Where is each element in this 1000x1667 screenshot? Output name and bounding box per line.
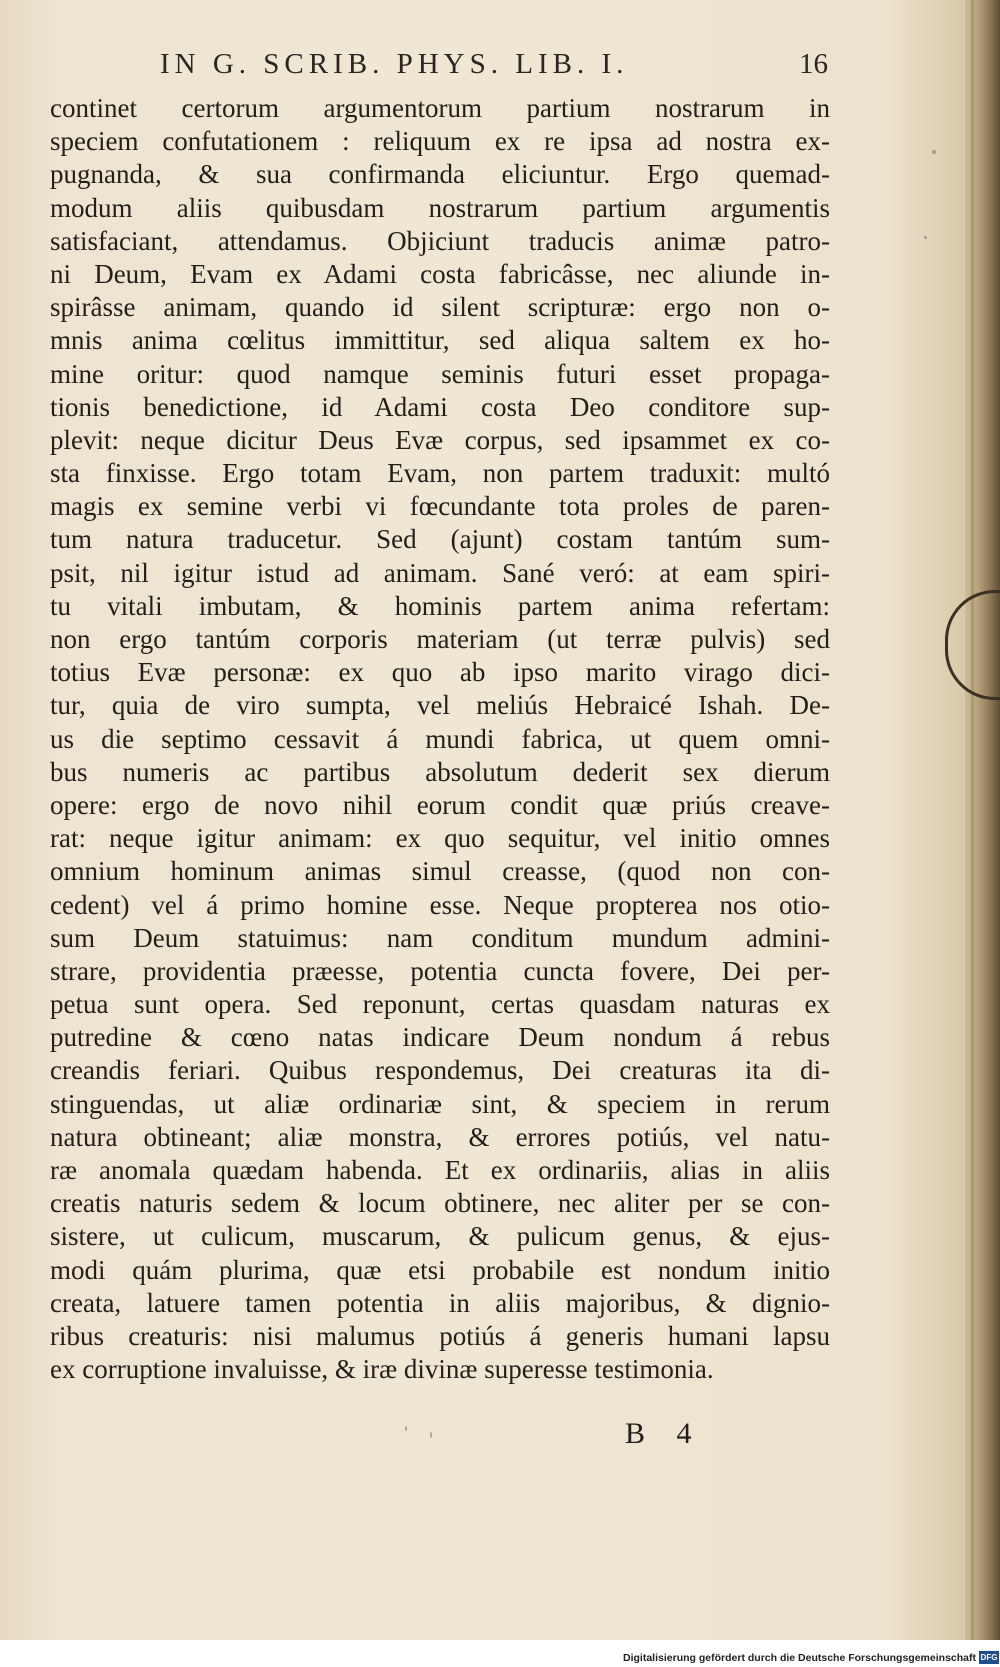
text-line: strare, providentia præesse, potentia cuncta fovere, Dei per- — [50, 955, 830, 986]
paper-speck — [932, 150, 936, 154]
text-line: non ergo tantúm corporis materiam (ut terræ pulvis) sed — [50, 624, 830, 654]
text-line: tionis benedictione, id Adami costa Deo conditore sup- — [50, 391, 830, 422]
text-line: mine oritur: quod namque seminis futuri esset propaga- — [50, 358, 830, 389]
text-line: tur, quia de viro sumpta, vel meliús Hebraicé Ishah. De- — [50, 690, 830, 721]
text-line: creata, latuere tamen potentia in aliis majoribus, & dignio- — [50, 1287, 830, 1318]
text-line: tu vitali imbutam, & hominis partem anima refertam: — [50, 590, 830, 621]
text-line: creatis naturis sedem & locum obtinere, nec aliter per se con- — [50, 1188, 830, 1219]
text-line: magis ex semine verbi vi fœcundante tota proles de paren- — [50, 491, 830, 522]
text-line: modi quám plurima, quæ etsi probabile est nondum initio — [50, 1254, 830, 1285]
text-line: cedent) vel á primo homine esse. Neque propterea nos otio- — [50, 889, 830, 920]
book-edge — [965, 0, 1000, 1640]
text-line: plevit: neque dicitur Deus Evæ corpus, sed ipsammet ex co- — [50, 424, 830, 455]
text-line: putredine & cœno natas indicare Deum nondum á rebus — [50, 1022, 830, 1053]
text-line: petua sunt opera. Sed reponunt, certas quasdam naturas ex — [50, 989, 830, 1020]
text-line: sistere, ut culicum, muscarum, & pulicum genus, & ejus- — [50, 1221, 830, 1252]
signature-mark: B 4 — [625, 1417, 704, 1450]
page-number: 16 — [799, 48, 828, 80]
running-head: IN G. SCRIB. PHYS. LIB. I. — [160, 48, 629, 80]
text-line: creandis feriari. Quibus respondemus, Dei creaturas ita di- — [50, 1055, 830, 1086]
text-line: natura obtineant; aliæ monstra, & errores potiús, vel natu- — [50, 1121, 830, 1152]
text-line: ribus creaturis: nisi malumus potiús á generis humani lapsu — [50, 1320, 830, 1351]
text-line: tum natura traducetur. Sed (ajunt) costam tantúm sum- — [50, 524, 830, 555]
text-line: bus numeris ac partibus absolutum dederit sex dierum — [50, 756, 830, 787]
text-line: omnium hominum animas simul creasse, (quod non con- — [50, 856, 830, 887]
text-line: pugnanda, & sua confirmanda eliciuntur. Ergo quemad- — [50, 159, 830, 190]
text-line: sta finxisse. Ergo totam Evam, non partem traduxit: multó — [50, 458, 830, 489]
paper-speck — [405, 1426, 407, 1431]
text-line: stinguendas, ut aliæ ordinariæ sint, & speciem in rerum — [50, 1088, 830, 1119]
text-line: spirâsse animam, quando id silent scripturæ: ergo non o- — [50, 292, 830, 323]
text-line: ex corruptione invaluisse, & iræ divinæ superesse testimonia. — [50, 1354, 714, 1385]
text-line: us die septimo cessavit á mundi fabrica, ut quem omni- — [50, 723, 830, 754]
dfg-logo-icon: DFG — [980, 1653, 998, 1662]
text-line: speciem confutationem : reliquum ex re ipsa ad nostra ex- — [50, 126, 830, 157]
text-line: opere: ergo de novo nihil eorum condit quæ priús creave- — [50, 789, 830, 820]
footer-credit-text: Digitalisierung gefördert durch die Deutsche Forschungsgemeinschaft — [623, 1652, 976, 1664]
paper-speck — [924, 236, 927, 239]
footer-credit — [623, 1652, 976, 1666]
text-line: modum aliis quibusdam nostrarum partium argumentis — [50, 192, 830, 223]
text-line: totius Evæ personæ: ex quo ab ipso marito virago dici- — [50, 657, 830, 688]
body-text — [50, 92, 830, 1386]
text-line: rat: neque igitur animam: ex quo sequitur, vel initio omnes — [50, 823, 830, 854]
text-line: continet certorum argumentorum partium nostrarum in — [50, 93, 830, 123]
text-line: psit, nil igitur istud ad animam. Sané veró: at eam spiri- — [50, 557, 830, 588]
text-line: mnis anima cœlitus immittitur, sed aliqua saltem ex ho- — [50, 325, 830, 356]
text-line: sum Deum statuimus: nam conditum mundum admini- — [50, 922, 830, 953]
text-line: ni Deum, Evam ex Adami costa fabricâsse, nec aliunde in- — [50, 258, 830, 289]
paper-speck — [430, 1432, 432, 1438]
text-line: satisfaciant, attendamus. Objiciunt traducis animæ patro- — [50, 225, 830, 256]
text-line: ræ anomala quædam habenda. Et ex ordinariis, alias in aliis — [50, 1155, 830, 1185]
